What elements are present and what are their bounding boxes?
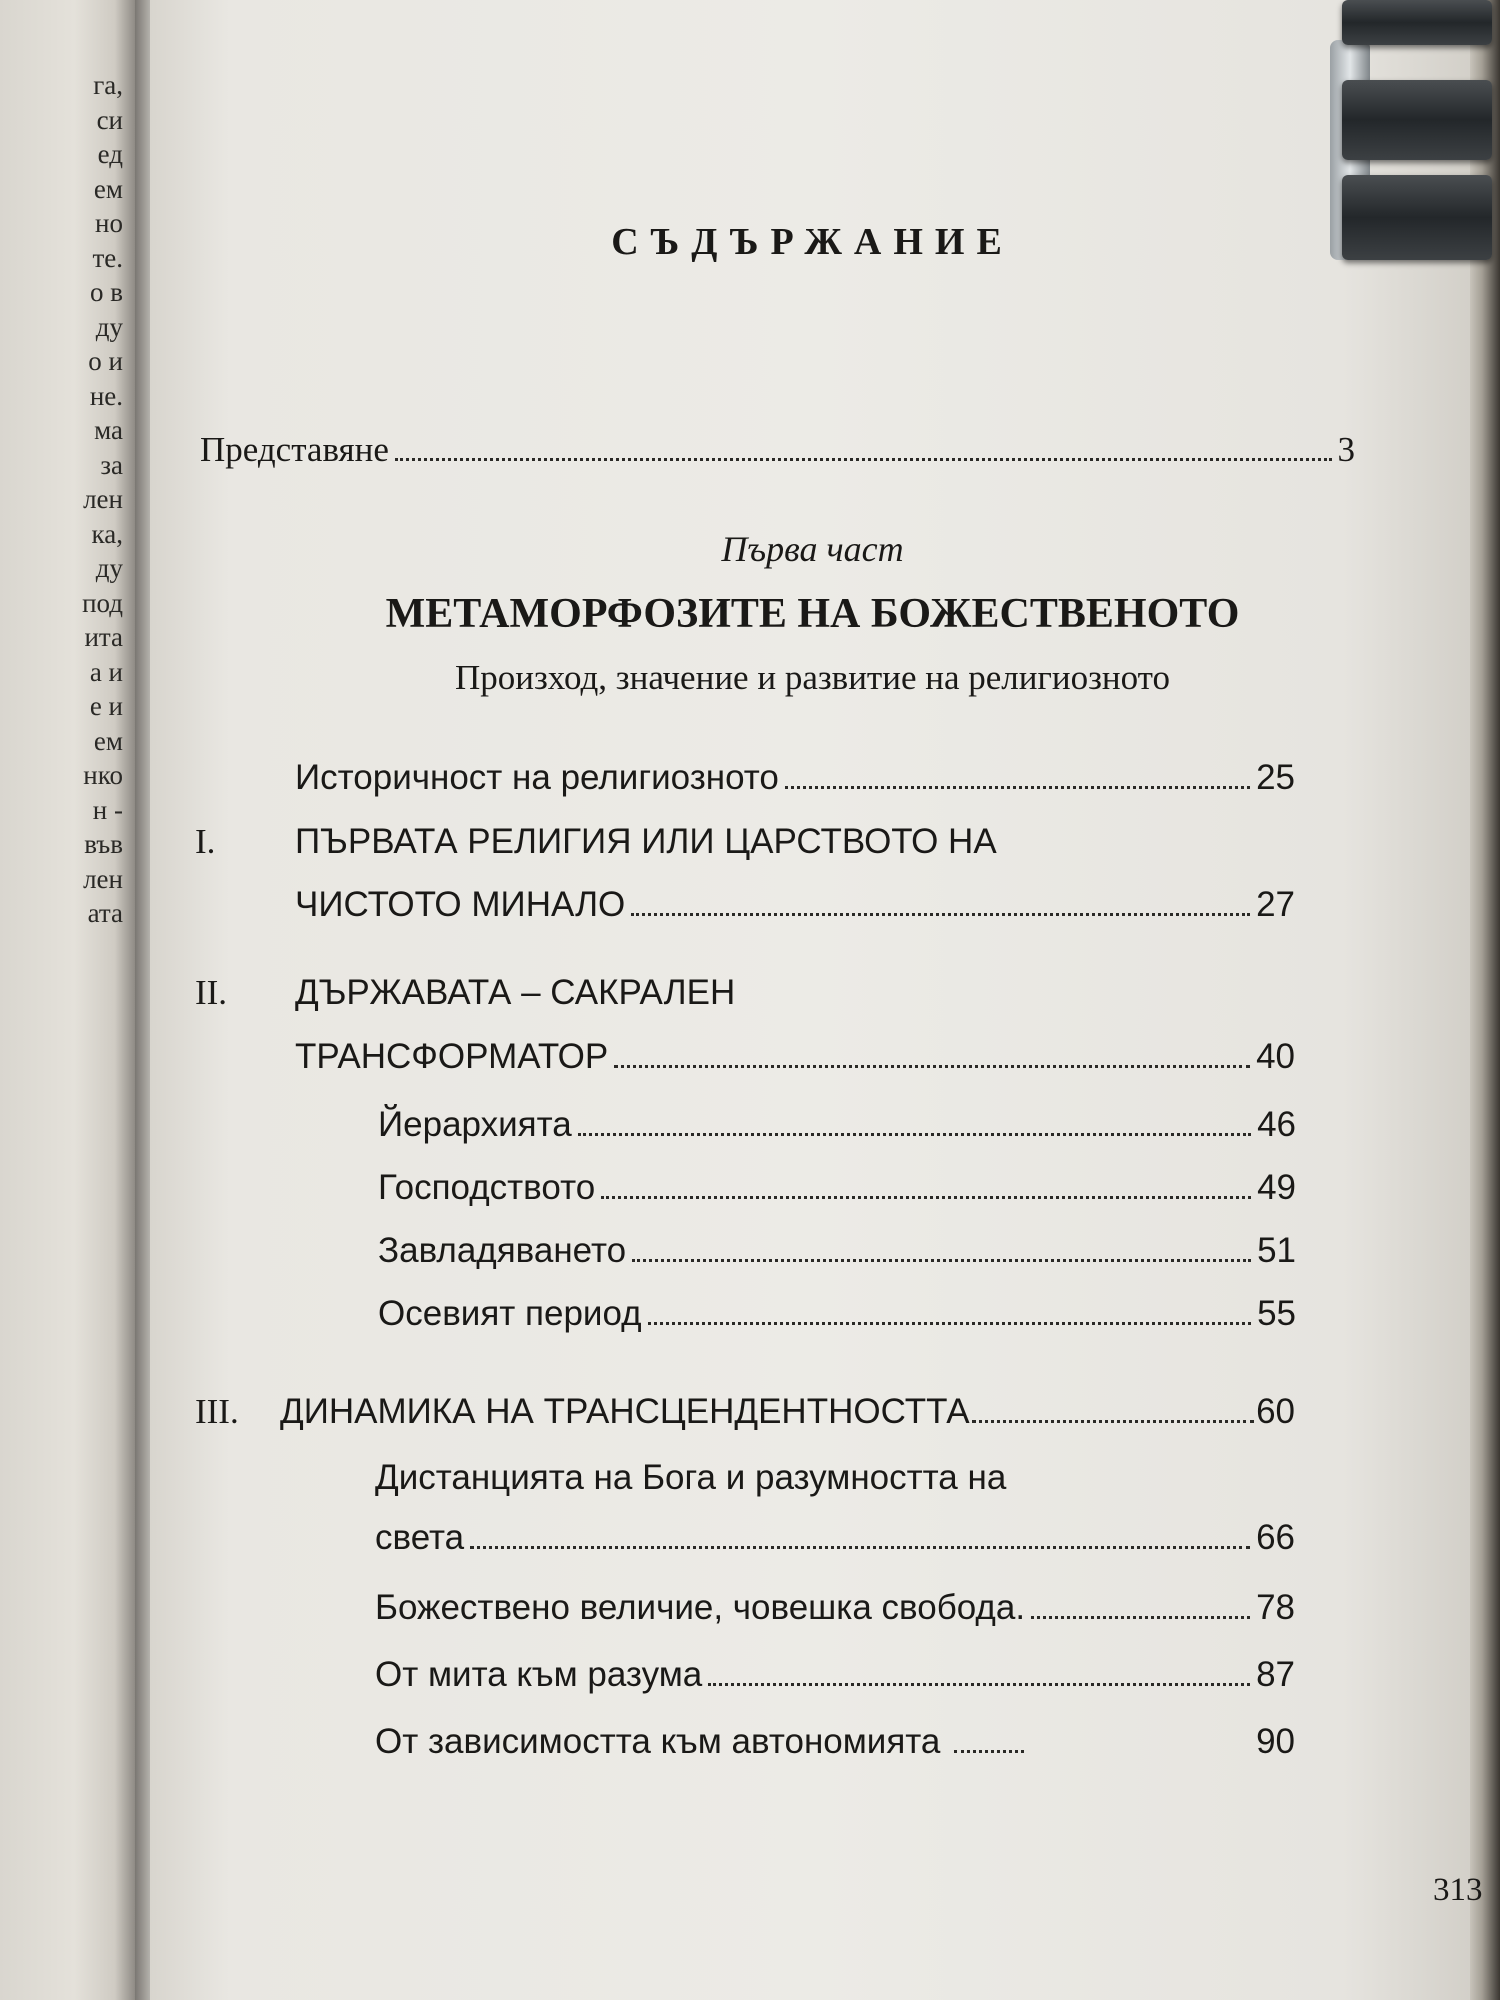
left-page-text-fragment: е и [89, 691, 123, 721]
toc-entry [375, 1518, 1295, 1558]
toc-page-number: 87 [1256, 1655, 1295, 1694]
toc-entry-intro [200, 430, 1355, 470]
left-page-text-fragment: но [95, 208, 123, 238]
table-of-contents [150, 0, 1483, 2000]
leader-dots [631, 913, 1250, 916]
toc-entry-label: От зависимостта към автономията [375, 1722, 941, 1761]
toc-entry-label: Завладяването [378, 1231, 627, 1270]
left-page-text-fragment: ед [97, 139, 123, 169]
left-page-text-fragment: за [100, 449, 123, 480]
toc-entry [295, 885, 1295, 925]
toc-page-number: 25 [1256, 758, 1295, 797]
toc-title: СЪДЪРЖАНИЕ [611, 221, 1014, 263]
leader-dots [614, 1065, 1250, 1068]
leader-dots [648, 1322, 1251, 1325]
leader-dots [972, 1420, 1254, 1423]
left-page-text-fragment: ду [95, 553, 123, 583]
left-page-text-fragment: лен [83, 484, 123, 514]
toc-entry-label: ПЪРВАТА РЕЛИГИЯ ИЛИ ЦАРСТВОТО НА [295, 822, 997, 861]
leader-dots [954, 1750, 1024, 1753]
left-page-text-fragment: н - [92, 794, 123, 825]
left-page-text-fragment: във [84, 829, 123, 859]
left-page-text-fragment: не. [89, 380, 123, 411]
left-page-text-fragment: о и [88, 346, 123, 376]
left-page-text-fragment: ем [93, 725, 123, 756]
toc-entry-label: От мита към разума [375, 1655, 703, 1694]
toc-page-number: 78 [1256, 1588, 1295, 1627]
binder-clip [1330, 0, 1500, 270]
chapter-number: I. [195, 822, 216, 861]
left-page-text-fragment: а и [89, 656, 123, 687]
toc-page-number: 27 [1256, 885, 1295, 924]
toc-page-number: 46 [1257, 1105, 1296, 1144]
clip-bar [1342, 0, 1492, 45]
leader-dots [470, 1546, 1250, 1549]
clip-bar [1342, 80, 1492, 160]
left-page-text-fragment: нко [83, 760, 123, 790]
toc-entry-label: ДИНАМИКА НА ТРАНСЦЕНДЕНТНОСТТА [280, 1392, 970, 1431]
toc-entry [375, 1458, 1295, 1498]
toc-entry-label: Божествено величие, човешка свобода. [375, 1588, 1026, 1627]
toc-entry-label: света [375, 1518, 465, 1557]
leader-dots [578, 1133, 1251, 1136]
left-page-text-fragment: ка, [91, 518, 123, 549]
leader-dots [785, 786, 1250, 789]
part-label: Първа част [721, 529, 904, 569]
part-title: МЕТАМОРФОЗИТЕ НА БОЖЕСТВЕНОТО [385, 591, 1240, 637]
left-page-text-fragment: ита [84, 622, 123, 652]
toc-entry-num [195, 973, 227, 1013]
toc-page-number: 90 [1256, 1722, 1295, 1761]
left-page-text-fragment: ма [94, 415, 123, 445]
chapter-number: III. [195, 1392, 239, 1431]
left-facing-page [0, 0, 135, 2000]
toc-page-number: 66 [1256, 1518, 1295, 1557]
toc-entry [295, 758, 1295, 798]
toc-entry-label: Дистанцията на Бога и разумността на [375, 1458, 1007, 1497]
leader-dots [601, 1196, 1251, 1199]
toc-entry [295, 973, 1295, 1013]
toc-page-number: 49 [1257, 1168, 1296, 1207]
left-page-text-fragment: лен [83, 863, 123, 894]
toc-entry [295, 1037, 1295, 1077]
left-page-text-fragment: ду [95, 311, 123, 342]
left-page-text-fragment: га, [93, 70, 123, 100]
leader-dots [395, 458, 1332, 461]
part-subtitle: Произход, значение и развитие на религиозното [454, 658, 1171, 697]
toc-entry [375, 1588, 1295, 1628]
toc-entry-label: Господството [378, 1168, 596, 1207]
left-page-text-fragment: си [96, 104, 123, 135]
toc-entry-label: Йерархията [378, 1105, 572, 1144]
left-page-text-fragment: о в [90, 277, 123, 307]
toc-entry-num [195, 1392, 239, 1432]
leader-dots [708, 1683, 1250, 1686]
toc-page-number: 55 [1257, 1294, 1296, 1333]
leader-dots [1031, 1616, 1250, 1619]
leader-dots [632, 1259, 1251, 1262]
toc-entry-label: Осевият период [378, 1294, 642, 1333]
toc-page-number: 60 [1256, 1392, 1295, 1431]
toc-entry-label: Представяне [200, 430, 389, 469]
toc-page-number: 51 [1257, 1231, 1296, 1270]
toc-entry-label: ДЪРЖАВАТА – САКРАЛЕН [295, 973, 736, 1012]
toc-entry [378, 1168, 1296, 1208]
left-page-text-fragment: под [82, 587, 123, 618]
toc-entry [280, 1392, 1295, 1432]
toc-page-number: 40 [1256, 1037, 1295, 1076]
toc-entry-label: ТРАНСФОРМАТОР [295, 1037, 609, 1076]
left-page-text-fragment: ата [87, 898, 123, 928]
toc-entry-label: ЧИСТОТО МИНАЛО [295, 885, 626, 924]
left-page-text-fragment: те. [92, 242, 123, 273]
toc-entry-num [195, 822, 215, 862]
page-number: 313 [1433, 1872, 1483, 1908]
toc-entry [375, 1655, 1295, 1695]
left-page-text-fragment: ем [93, 173, 123, 204]
toc-entry [378, 1294, 1296, 1334]
toc-entry-label: Историчност на религиозното [295, 758, 779, 797]
toc-entry [375, 1722, 1295, 1762]
toc-entry [295, 822, 1295, 862]
toc-entry [378, 1231, 1296, 1271]
chapter-number: II. [195, 973, 228, 1012]
clip-bar [1342, 175, 1492, 260]
toc-page-number: 3 [1337, 430, 1355, 469]
toc-entry [378, 1105, 1296, 1145]
